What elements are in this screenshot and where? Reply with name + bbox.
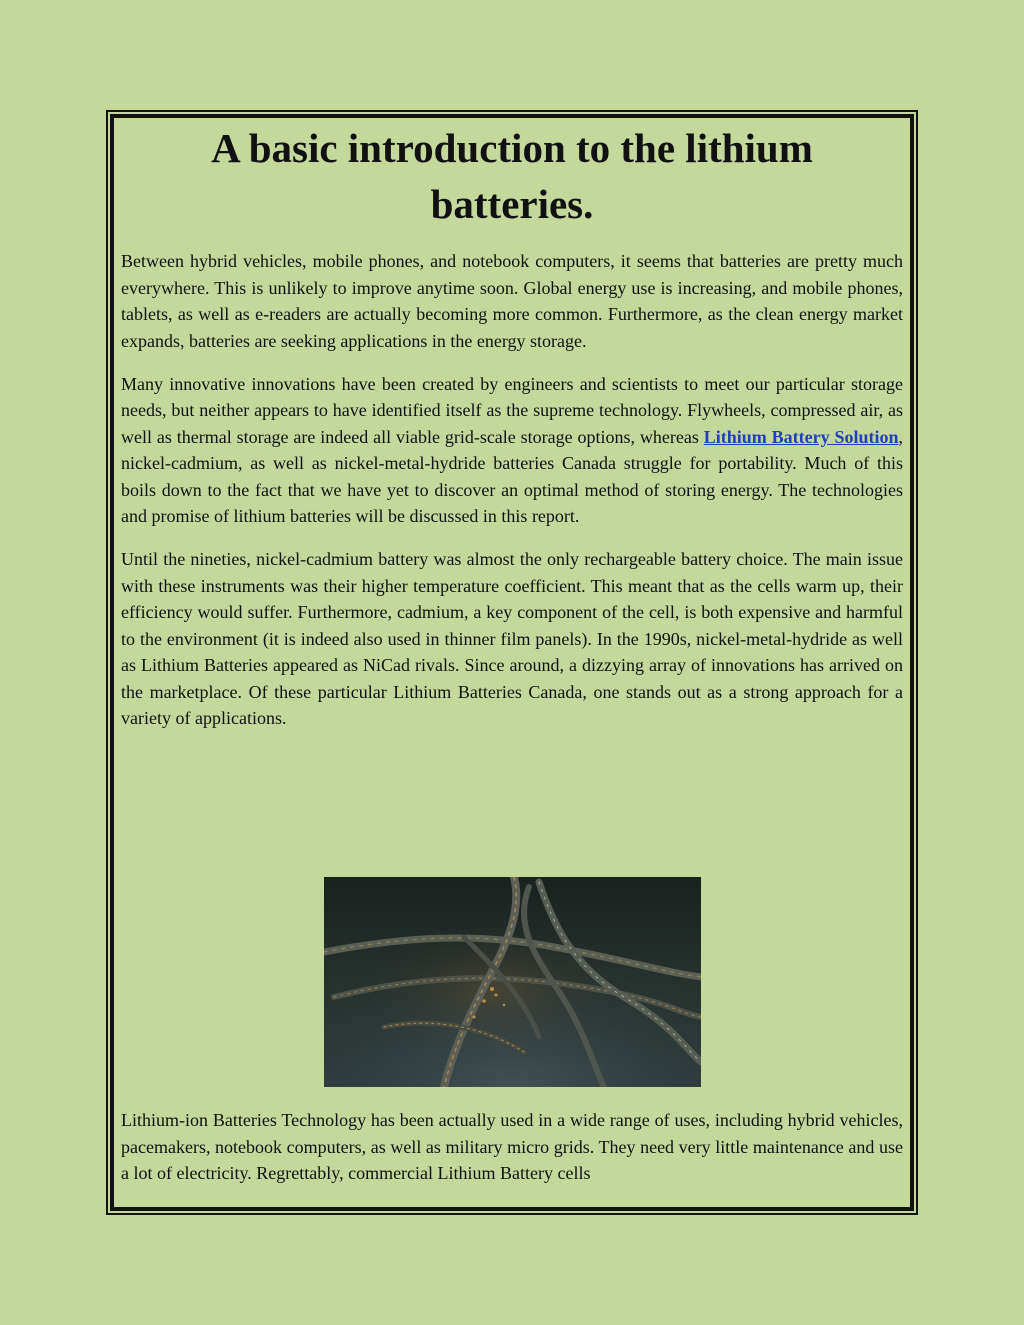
paragraph-2-before-link: Many innovative innovations have been created by engineers and scientists to meet our particular storage needs, but neither appears to have identified itself as the supreme technology. Flywheels, compressed air, as well as thermal storage are indeed all viable grid-scale storage options, whereas: [121, 373, 903, 447]
paragraph-4: Lithium-ion Batteries Technology has been actually used in a wide range of uses, including hybrid vehicles, pacemakers, notebook computers, as well as military micro grids. They need very little maintenance and use a lot of electricity. Regrettably, commercial Lithium Battery cells: [121, 1110, 903, 1183]
paragraph-2-after-link: , nickel-cadmium, as well as nickel-metal-hydride batteries Canada struggle for portability. Much of this boils down to the fact that we have yet to discover an optimal method of storing energy. The technologies and promise of lithium batteries will be discussed in this report.: [121, 426, 903, 526]
lithium-battery-solution-link[interactable]: Lithium Battery Solution: [703, 426, 899, 447]
paragraph-2: [121, 371, 903, 530]
paragraph-3: Until the nineties, nickel-cadmium battery was almost the only rechargeable battery choice. The main issue with these instruments was their higher temperature coefficient. This meant that as the cells warm up, their efficiency would suffer. Furthermore, cadmium, a key component of the cell, is both expensive and harmful to the environment (it is indeed also used in thinner film panels). In the 1990s, nickel-metal-hydride as well as Lithium Batteries appeared as NiCad rivals. Since around, a dizzying array of innovations has arrived on the marketplace. Of these particular Lithium Batteries Canada, one stands out as a strong approach for a variety of applications.: [121, 549, 903, 728]
paragraph-1: Between hybrid vehicles, mobile phones, and notebook computers, it seems that batteries are pretty much everywhere. This is unlikely to improve anytime soon. Global energy use is increasing, and mobile phones, tablets, as well as e-readers are actually becoming more common. Furthermore, as the clean energy market expands, batteries are seeking applications in the energy storage.: [121, 251, 903, 351]
document-title: A basic introduction to the lithium batteries.: [211, 125, 813, 227]
night-highway-interchange-photo: [324, 877, 701, 1087]
document-body: [121, 120, 903, 732]
